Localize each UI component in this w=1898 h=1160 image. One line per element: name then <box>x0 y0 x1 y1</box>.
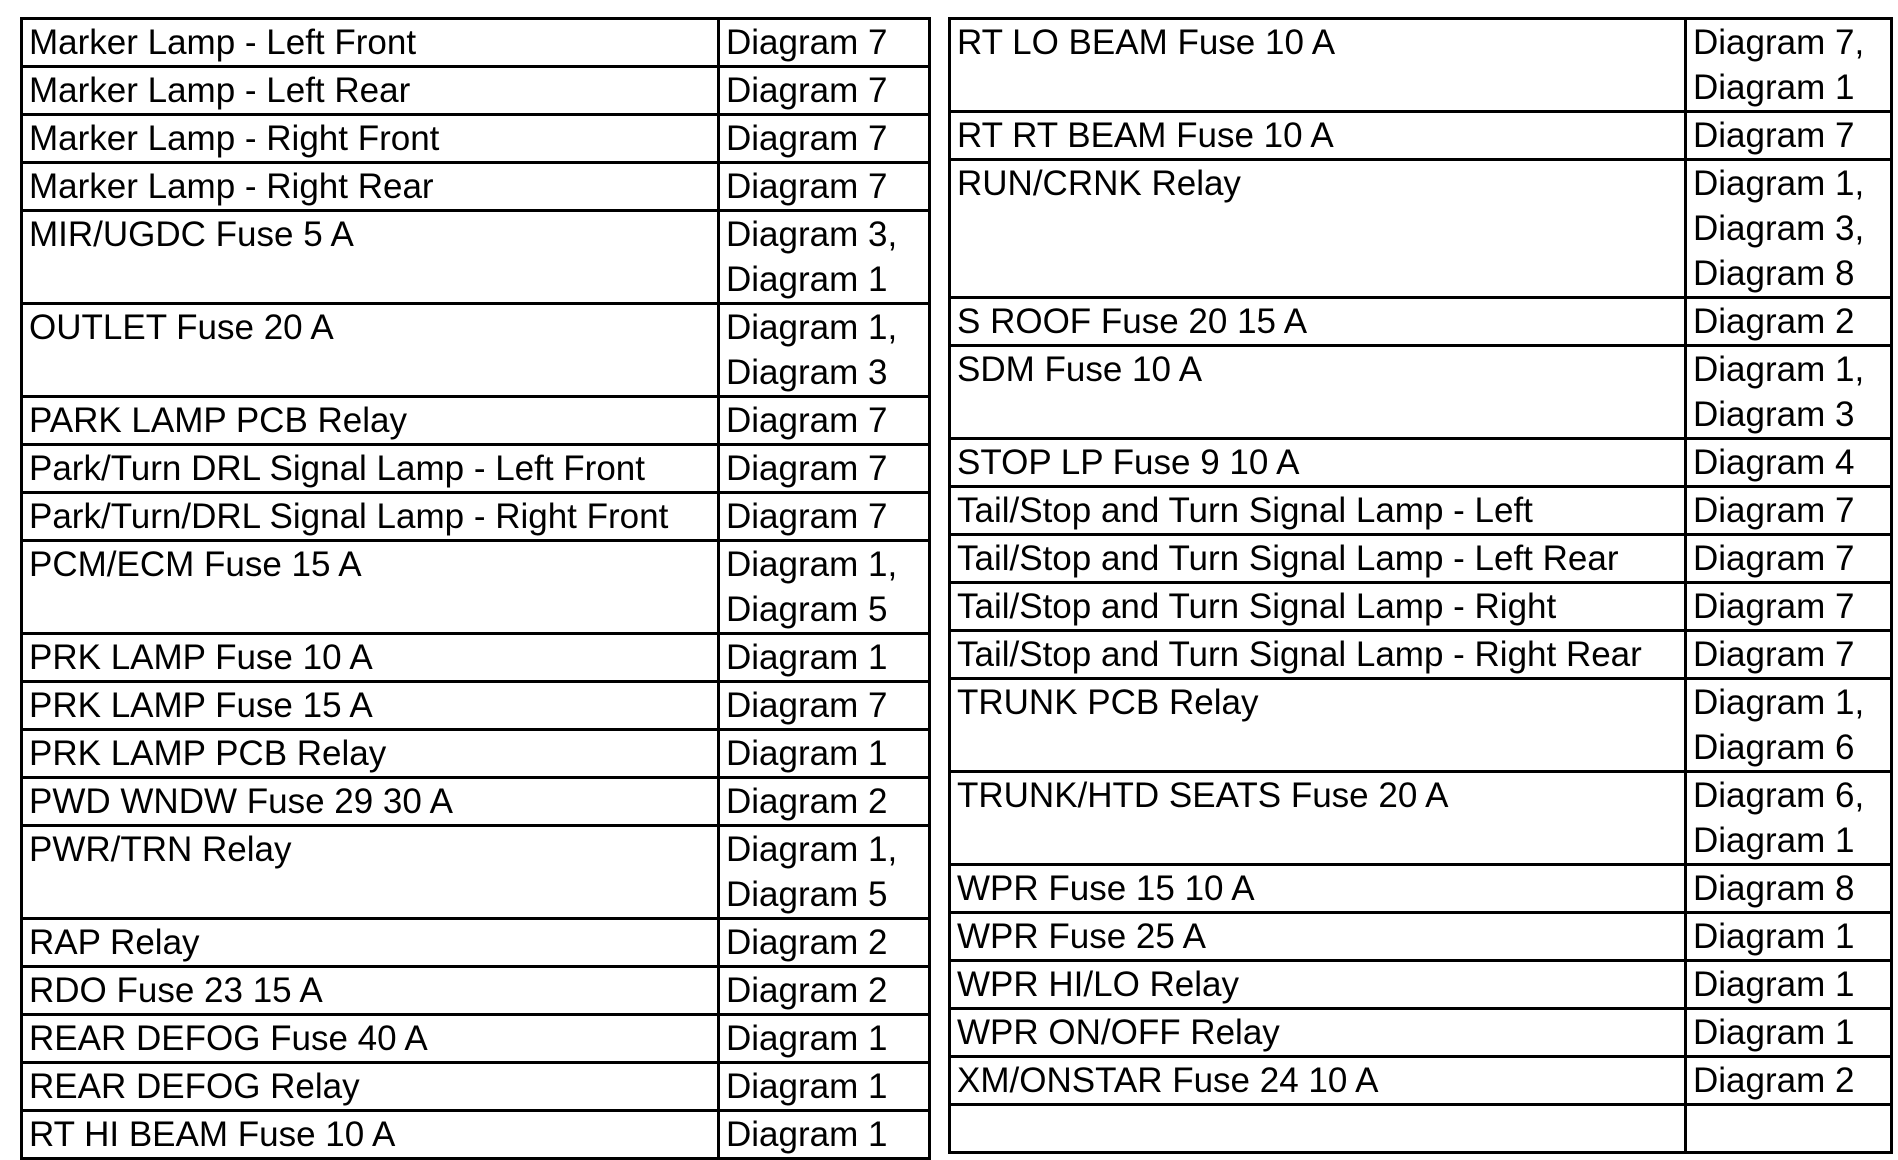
diagram-reference: Diagram 1 <box>726 260 888 299</box>
component-name-cell <box>22 778 719 826</box>
diagram-reference: Diagram 1 <box>726 1115 888 1154</box>
component-name-cell <box>950 1105 1686 1153</box>
table-row <box>22 967 930 1015</box>
table-row <box>22 826 930 919</box>
component-name: Marker Lamp - Right Rear <box>29 167 434 206</box>
diagram-reference: Diagram 2 <box>1693 302 1855 341</box>
diagram-reference-cell <box>1686 679 1892 772</box>
table-row <box>22 67 930 115</box>
diagram-reference: Diagram 8 <box>1693 254 1855 293</box>
table-row <box>22 541 930 634</box>
diagram-reference: Diagram 3, <box>726 215 898 254</box>
diagram-reference: Diagram 5 <box>726 875 888 914</box>
table-row <box>22 211 930 304</box>
table-row <box>950 298 1892 346</box>
diagram-reference-cell <box>1686 298 1892 346</box>
table-row <box>950 439 1892 487</box>
component-name: RAP Relay <box>29 923 200 962</box>
diagram-reference: Diagram 3, <box>1693 209 1865 248</box>
component-name-cell <box>22 1063 719 1111</box>
diagram-reference <box>1693 1106 1890 1151</box>
diagram-reference: Diagram 7 <box>726 167 888 206</box>
component-name: PWD WNDW Fuse 29 30 A <box>29 782 453 821</box>
diagram-reference: Diagram 2 <box>1693 1061 1855 1100</box>
component-name-cell <box>22 1015 719 1063</box>
diagram-reference-cell <box>719 826 930 919</box>
diagram-reference: Diagram 1 <box>726 734 888 773</box>
component-name: Tail/Stop and Turn Signal Lamp - Left <box>957 491 1533 530</box>
diagram-reference: Diagram 7 <box>726 71 888 110</box>
diagram-reference-cell <box>1686 439 1892 487</box>
table-row <box>22 778 930 826</box>
diagram-reference-cell <box>719 493 930 541</box>
diagram-reference-cell <box>719 1015 930 1063</box>
diagram-reference: Diagram 1 <box>726 638 888 677</box>
table-row <box>950 346 1892 439</box>
diagram-reference-cell <box>1686 913 1892 961</box>
component-name-cell <box>22 304 719 397</box>
table-row <box>950 160 1892 298</box>
component-name: Marker Lamp - Right Front <box>29 119 440 158</box>
component-name: RUN/CRNK Relay <box>957 164 1241 203</box>
diagram-reference-cell <box>719 115 930 163</box>
table-left-body <box>22 19 930 1159</box>
diagram-reference: Diagram 7 <box>726 686 888 725</box>
diagram-reference-cell <box>1686 583 1892 631</box>
component-name: RT RT BEAM Fuse 10 A <box>957 116 1334 155</box>
diagram-reference: Diagram 6 <box>1693 728 1855 767</box>
component-name-cell <box>22 1111 719 1159</box>
table-row <box>950 535 1892 583</box>
component-name: RT LO BEAM Fuse 10 A <box>957 23 1336 62</box>
component-name-cell <box>22 826 719 919</box>
diagram-reference-cell <box>719 682 930 730</box>
diagram-reference-cell <box>719 19 930 67</box>
table-row <box>22 163 930 211</box>
diagram-reference-cell <box>1686 1105 1892 1153</box>
table-row <box>950 631 1892 679</box>
diagram-reference: Diagram 4 <box>1693 443 1855 482</box>
component-name-cell <box>22 115 719 163</box>
table-right-body <box>950 19 1892 1153</box>
diagram-reference-cell <box>719 634 930 682</box>
diagram-reference-cell <box>1686 961 1892 1009</box>
component-name-cell <box>22 919 719 967</box>
table-row <box>950 112 1892 160</box>
component-name-cell <box>950 631 1686 679</box>
component-name: RDO Fuse 23 15 A <box>29 971 323 1010</box>
component-name: PRK LAMP Fuse 10 A <box>29 638 373 677</box>
component-name-cell <box>950 865 1686 913</box>
diagram-reference-cell <box>1686 160 1892 298</box>
component-name: REAR DEFOG Relay <box>29 1067 360 1106</box>
diagram-reference-cell <box>719 730 930 778</box>
component-name-cell <box>950 160 1686 298</box>
diagram-reference: Diagram 1, <box>1693 683 1865 722</box>
table-row <box>22 1015 930 1063</box>
diagram-reference: Diagram 7 <box>1693 116 1855 155</box>
diagram-reference-cell <box>719 1063 930 1111</box>
diagram-reference: Diagram 1, <box>1693 350 1865 389</box>
component-name: Park/Turn DRL Signal Lamp - Left Front <box>29 449 645 488</box>
diagram-reference: Diagram 6, <box>1693 776 1865 815</box>
diagram-reference-cell <box>719 211 930 304</box>
component-name: REAR DEFOG Fuse 40 A <box>29 1019 428 1058</box>
component-name-cell <box>22 19 719 67</box>
component-name: SDM Fuse 10 A <box>957 350 1203 389</box>
diagram-reference: Diagram 3 <box>1693 395 1855 434</box>
component-name: WPR HI/LO Relay <box>957 965 1239 1004</box>
component-name-cell <box>950 298 1686 346</box>
diagram-reference: Diagram 3 <box>726 353 888 392</box>
diagram-reference: Diagram 7 <box>1693 635 1855 674</box>
diagram-reference: Diagram 2 <box>726 923 888 962</box>
diagram-reference-cell <box>1686 631 1892 679</box>
diagram-reference: Diagram 1 <box>726 1067 888 1106</box>
table-row <box>950 913 1892 961</box>
diagram-reference-cell <box>1686 1057 1892 1105</box>
diagram-reference-cell <box>719 397 930 445</box>
diagram-reference-cell <box>1686 535 1892 583</box>
diagram-reference: Diagram 1 <box>1693 68 1855 107</box>
diagram-reference-cell <box>1686 346 1892 439</box>
table-row <box>950 772 1892 865</box>
component-name-cell <box>950 439 1686 487</box>
diagram-reference: Diagram 1 <box>1693 1013 1855 1052</box>
diagram-reference-cell <box>1686 487 1892 535</box>
component-name: PRK LAMP Fuse 15 A <box>29 686 373 725</box>
diagram-reference-cell <box>719 541 930 634</box>
diagram-reference: Diagram 2 <box>726 971 888 1010</box>
component-name: RT HI BEAM Fuse 10 A <box>29 1115 396 1154</box>
component-index-table-right <box>948 17 1893 1154</box>
diagram-reference-cell <box>1686 772 1892 865</box>
diagram-reference: Diagram 1, <box>726 545 898 584</box>
component-name: PARK LAMP PCB Relay <box>29 401 408 440</box>
component-name: Tail/Stop and Turn Signal Lamp - Right <box>957 587 1557 626</box>
diagram-reference-cell <box>719 967 930 1015</box>
diagram-reference: Diagram 8 <box>1693 869 1855 908</box>
diagram-reference-cell <box>1686 865 1892 913</box>
component-name-cell <box>22 541 719 634</box>
diagram-reference: Diagram 7 <box>1693 587 1855 626</box>
table-row <box>950 1057 1892 1105</box>
table-row <box>22 730 930 778</box>
diagram-reference: Diagram 7 <box>726 401 888 440</box>
component-name: S ROOF Fuse 20 15 A <box>957 302 1308 341</box>
table-row <box>22 682 930 730</box>
table-row <box>22 634 930 682</box>
component-name-cell <box>950 583 1686 631</box>
component-name-cell <box>950 1057 1686 1105</box>
diagram-reference: Diagram 7 <box>726 497 888 536</box>
component-name-cell <box>22 967 719 1015</box>
diagram-reference: Diagram 7 <box>726 119 888 158</box>
component-name-cell <box>950 112 1686 160</box>
diagram-reference: Diagram 1, <box>1693 164 1865 203</box>
table-row <box>22 115 930 163</box>
component-name-cell <box>22 67 719 115</box>
component-name-cell <box>22 445 719 493</box>
component-name-cell <box>22 397 719 445</box>
diagram-reference-cell <box>719 919 930 967</box>
diagram-reference: Diagram 1, <box>726 308 898 347</box>
diagram-reference-cell <box>1686 1009 1892 1057</box>
component-name: WPR Fuse 15 10 A <box>957 869 1255 908</box>
component-name-cell <box>950 346 1686 439</box>
component-name: PRK LAMP PCB Relay <box>29 734 387 773</box>
column-divider-rule <box>928 17 931 1101</box>
component-name: Park/Turn/DRL Signal Lamp - Right Front <box>29 497 669 536</box>
component-name: WPR ON/OFF Relay <box>957 1013 1280 1052</box>
component-name-cell <box>950 535 1686 583</box>
component-name-cell <box>950 487 1686 535</box>
component-name-cell <box>22 493 719 541</box>
component-name: PWR/TRN Relay <box>29 830 292 869</box>
component-index-table-left <box>20 17 931 1160</box>
diagram-reference: Diagram 1 <box>1693 965 1855 1004</box>
diagram-reference-cell <box>719 304 930 397</box>
component-name: TRUNK/HTD SEATS Fuse 20 A <box>957 776 1449 815</box>
component-name: STOP LP Fuse 9 10 A <box>957 443 1300 482</box>
diagram-reference: Diagram 5 <box>726 590 888 629</box>
component-name-cell <box>950 913 1686 961</box>
component-name-cell <box>950 19 1686 112</box>
table-row <box>22 19 930 67</box>
component-name: Marker Lamp - Left Front <box>29 23 417 62</box>
table-row <box>950 865 1892 913</box>
table-row <box>950 679 1892 772</box>
table-row <box>950 583 1892 631</box>
table-row <box>22 304 930 397</box>
diagram-reference: Diagram 1 <box>726 1019 888 1058</box>
diagram-reference-cell <box>719 445 930 493</box>
table-row <box>22 445 930 493</box>
table-row <box>22 1063 930 1111</box>
table-row <box>950 1105 1892 1153</box>
table-row <box>22 1111 930 1159</box>
table-row <box>950 487 1892 535</box>
component-name: XM/ONSTAR Fuse 24 10 A <box>957 1061 1379 1100</box>
component-name: Marker Lamp - Left Rear <box>29 71 411 110</box>
component-name <box>957 1106 1684 1151</box>
component-name: WPR Fuse 25 A <box>957 917 1206 956</box>
table-row <box>950 1009 1892 1057</box>
component-name: OUTLET Fuse 20 A <box>29 308 334 347</box>
diagram-reference: Diagram 1 <box>1693 917 1855 956</box>
component-name-cell <box>950 1009 1686 1057</box>
diagram-reference-cell <box>1686 19 1892 112</box>
diagram-reference: Diagram 7 <box>726 23 888 62</box>
diagram-reference-cell <box>719 1111 930 1159</box>
diagram-reference-cell <box>719 67 930 115</box>
diagram-reference: Diagram 7 <box>1693 539 1855 578</box>
component-name: Tail/Stop and Turn Signal Lamp - Left Rear <box>957 539 1619 578</box>
component-name-cell <box>22 730 719 778</box>
table-row <box>950 961 1892 1009</box>
table-row <box>22 919 930 967</box>
diagram-reference: Diagram 1, <box>726 830 898 869</box>
component-name-cell <box>22 682 719 730</box>
component-name: PCM/ECM Fuse 15 A <box>29 545 362 584</box>
component-name: Tail/Stop and Turn Signal Lamp - Right Rear <box>957 635 1642 674</box>
diagram-reference-cell <box>719 163 930 211</box>
diagram-reference: Diagram 2 <box>726 782 888 821</box>
component-name-cell <box>950 679 1686 772</box>
table-row <box>950 19 1892 112</box>
diagram-reference: Diagram 7 <box>726 449 888 488</box>
diagram-reference-cell <box>1686 112 1892 160</box>
table-row <box>22 397 930 445</box>
table-row <box>22 493 930 541</box>
diagram-reference-cell <box>719 778 930 826</box>
component-name-cell <box>22 211 719 304</box>
component-name-cell <box>22 163 719 211</box>
component-name: TRUNK PCB Relay <box>957 683 1259 722</box>
diagram-reference: Diagram 7, <box>1693 23 1865 62</box>
component-name: MIR/UGDC Fuse 5 A <box>29 215 354 254</box>
diagram-reference: Diagram 7 <box>1693 491 1855 530</box>
component-name-cell <box>950 772 1686 865</box>
diagram-reference: Diagram 1 <box>1693 821 1855 860</box>
component-name-cell <box>950 961 1686 1009</box>
component-name-cell <box>22 634 719 682</box>
